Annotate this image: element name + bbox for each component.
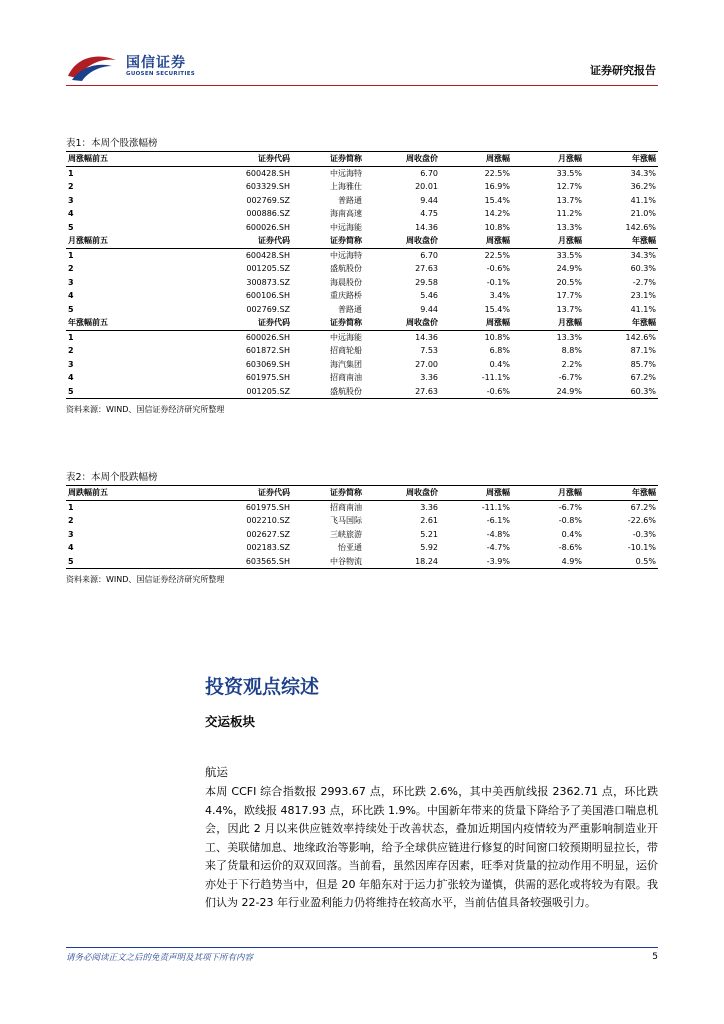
column-header: 年涨幅 xyxy=(584,152,658,167)
table-row xyxy=(66,221,658,235)
table-cell: -6.7% xyxy=(558,373,582,382)
table-cell: 23.1% xyxy=(630,291,656,300)
table-cell: 招商南油 xyxy=(330,502,362,512)
table-cell: 17.7% xyxy=(556,291,582,300)
table-cell: 中远海特 xyxy=(330,250,362,260)
table-cell: 8.8% xyxy=(561,346,582,355)
rank-cell: 5 xyxy=(68,304,74,314)
footer-disclaimer: 请务必阅读正文之后的免责声明及其项下所有内容 xyxy=(66,953,254,963)
table-cell: 5.46 xyxy=(420,291,438,300)
table-cell: 中远海特 xyxy=(330,168,362,178)
rank-cell: 1 xyxy=(68,250,74,260)
table-cell: 603329.SH xyxy=(245,182,290,191)
table-group-header xyxy=(66,316,658,330)
section-title: 投资观点综述 xyxy=(205,676,320,698)
column-header: 月涨幅 xyxy=(512,486,584,501)
table-group-header xyxy=(66,486,658,501)
rank-cell: 4 xyxy=(68,373,74,382)
table-cell: 603565.SH xyxy=(176,555,292,569)
rank-cell: 5 xyxy=(66,385,176,399)
table-cell: 6.70 xyxy=(420,250,438,260)
table-cell: 4.75 xyxy=(420,209,438,218)
table-row xyxy=(66,344,658,358)
table-cell: 飞马国际 xyxy=(330,516,362,525)
table-cell: 600428.SH xyxy=(245,250,290,260)
table-cell: 中远海能 xyxy=(330,222,362,232)
table-cell: 14.36 xyxy=(415,332,438,342)
table-cell: 600106.SH xyxy=(245,291,290,300)
table-cell: 36.2% xyxy=(630,182,656,191)
table-cell: 60.3% xyxy=(630,264,656,273)
table-cell: 海汽集团 xyxy=(330,359,362,369)
table-cell: 6.8% xyxy=(489,346,510,355)
table-cell: 34.3% xyxy=(630,168,656,178)
table-cell: 67.2% xyxy=(630,373,656,382)
subsection-title: 交运板块 xyxy=(205,714,256,729)
table-losers-block xyxy=(66,471,658,586)
table-cell: 13.7% xyxy=(556,304,582,314)
column-header: 证券代码 xyxy=(176,486,292,501)
column-header: 年涨幅 xyxy=(584,486,658,501)
table-cell: -11.1% xyxy=(481,373,510,382)
group-label: 周跌幅前五 xyxy=(66,486,176,501)
column-header: 证券简称 xyxy=(292,234,364,248)
column-header: 周涨幅 xyxy=(440,486,512,501)
table-cell: 2.61 xyxy=(420,516,438,525)
table-gainers-source: 资料来源：WIND、国信证券经济研究所整理 xyxy=(66,405,225,414)
table-cell: -0.8% xyxy=(558,516,582,525)
table-cell: -0.6% xyxy=(486,264,510,273)
table-cell: 29.58 xyxy=(415,277,438,287)
table-cell: -0.3% xyxy=(632,529,656,539)
column-header: 年涨幅 xyxy=(584,234,658,248)
column-header: 证券代码 xyxy=(176,316,292,330)
table-cell: 上海雅仕 xyxy=(330,182,362,191)
table-cell: 20.5% xyxy=(556,277,582,287)
table-row xyxy=(66,194,658,208)
body-paragraph: 本周 CCFI 综合指数报 2993.67 点，环比跌 2.6%，其中美西航线报 2362.71 点，环比跌 4.4%，欧线报 4817.93 点，环比跌 1.9%。中国新年带来的货量下降给予了美国港口喘息机会，因此 2 月以来供应链效率持续处于改善状态，叠加近期国内疫情较为严重影响制造业开工、美联储加息、地缘政治等影响，给予全球供应链进行修复的时间窗口较预期明显拉长，带来了货量和运价的双双回落。当前看，虽然因库存因素，旺季对货量的拉动作用不明显，运价亦处于下行趋势当中，但是 20 年船东对于运力扩张较为谨慎，供需的恶化或将较为有限。我们认为 22-23 年行业盈利能力仍将维持在较高水平，当前估值具备较强吸引力。 xyxy=(205,785,658,909)
table-cell: 14.36 xyxy=(415,222,438,232)
table-cell: 5.92 xyxy=(420,543,438,552)
table-cell: 22.5% xyxy=(484,250,510,260)
table-cell: 000886.SZ xyxy=(246,209,290,218)
table-row xyxy=(66,528,658,542)
paragraph-heading: 航运 xyxy=(205,765,228,779)
table-cell: 13.3% xyxy=(556,332,582,342)
table-cell: -3.9% xyxy=(440,555,512,569)
table-cell: 重庆路桥 xyxy=(330,291,362,300)
column-header: 证券简称 xyxy=(292,152,364,167)
table-cell: 601975.SH xyxy=(245,373,290,382)
rank-cell: 2 xyxy=(68,182,74,191)
table-cell: 87.1% xyxy=(630,346,656,355)
table-losers-title: 表2：本周个股跌幅榜 xyxy=(66,472,158,483)
table-row xyxy=(66,166,658,180)
table-cell: -6.7% xyxy=(558,502,582,512)
table-cell: 001205.SZ xyxy=(246,264,290,273)
rank-cell: 3 xyxy=(68,359,74,369)
table-cell: -22.6% xyxy=(627,516,656,525)
table-cell: 10.8% xyxy=(484,332,510,342)
table-row xyxy=(66,541,658,555)
rank-cell: 2 xyxy=(68,346,74,355)
table-cell: 600026.SH xyxy=(245,332,290,342)
table-cell: 002769.SZ xyxy=(246,195,290,205)
table-cell: -10.1% xyxy=(627,543,656,552)
table-cell: 16.9% xyxy=(484,182,510,191)
column-header: 周收盘价 xyxy=(364,152,440,167)
column-header: 周涨幅 xyxy=(440,152,512,167)
rank-cell: 3 xyxy=(68,195,74,205)
table-gainers xyxy=(66,151,658,399)
table-cell: 普路通 xyxy=(338,304,362,314)
rank-cell: 5 xyxy=(68,222,74,232)
column-header: 证券代码 xyxy=(176,234,292,248)
column-header: 证券简称 xyxy=(292,316,364,330)
table-cell: 60.3% xyxy=(584,385,658,399)
table-losers-source: 资料来源：WIND、国信证券经济研究所整理 xyxy=(66,575,225,584)
group-label: 月涨幅前五 xyxy=(66,234,176,248)
table-cell: 普路通 xyxy=(338,195,362,205)
table-cell: 4.9% xyxy=(512,555,584,569)
table-row xyxy=(66,514,658,528)
table-cell: 41.1% xyxy=(630,195,656,205)
column-header: 年涨幅 xyxy=(584,316,658,330)
page-header xyxy=(66,48,658,84)
column-header: 周收盘价 xyxy=(364,486,440,501)
table-row xyxy=(66,385,658,399)
page-number: 5 xyxy=(652,952,658,962)
table-cell: -8.6% xyxy=(558,543,582,552)
table-cell: 34.3% xyxy=(630,250,656,260)
table-row xyxy=(66,207,658,221)
rank-cell: 3 xyxy=(68,277,74,287)
table-cell: 招商南油 xyxy=(330,373,362,382)
logo-text-cn: 国信证券 xyxy=(126,55,186,71)
table-cell: 三峡旅游 xyxy=(330,529,362,539)
group-label: 周涨幅前五 xyxy=(66,152,176,167)
rank-cell: 5 xyxy=(66,555,176,569)
table-cell: 600428.SH xyxy=(245,168,290,178)
table-cell: 3.36 xyxy=(420,502,438,512)
rank-cell: 4 xyxy=(68,209,74,218)
table-cell: 41.1% xyxy=(630,304,656,314)
table-cell: 002210.SZ xyxy=(246,516,290,525)
table-cell: 海晨股份 xyxy=(330,277,362,287)
table-cell: 盛航股份 xyxy=(330,264,362,273)
table-cell: 3.4% xyxy=(489,291,510,300)
table-cell: 0.4% xyxy=(561,529,582,539)
column-header: 月涨幅 xyxy=(512,152,584,167)
table-cell: 15.4% xyxy=(484,195,510,205)
table-cell: 27.00 xyxy=(415,359,438,369)
table-row xyxy=(66,555,658,569)
column-header: 月涨幅 xyxy=(512,234,584,248)
footer-divider xyxy=(66,947,658,948)
rank-cell: 3 xyxy=(68,529,74,539)
table-cell: 0.5% xyxy=(584,555,658,569)
table-cell: 13.7% xyxy=(556,195,582,205)
table-cell: 142.6% xyxy=(625,222,656,232)
table-cell: 300873.SZ xyxy=(246,277,290,287)
group-label: 年涨幅前五 xyxy=(66,316,176,330)
table-cell: 中远海能 xyxy=(330,332,362,342)
rank-cell: 4 xyxy=(68,291,74,300)
rank-cell: 4 xyxy=(68,543,74,552)
table-cell: 海南高速 xyxy=(330,209,362,218)
table-group-header xyxy=(66,152,658,167)
table-row xyxy=(66,289,658,303)
table-cell: 2.2% xyxy=(561,359,582,369)
table-gainers-body xyxy=(66,152,658,399)
table-gainers-block xyxy=(66,137,658,416)
table-cell: 002627.SZ xyxy=(246,529,290,539)
rank-cell: 1 xyxy=(68,502,74,512)
table-cell: 142.6% xyxy=(625,332,656,342)
table-row xyxy=(66,262,658,276)
rank-cell: 1 xyxy=(68,332,74,342)
table-cell: 9.44 xyxy=(420,195,438,205)
table-cell: 601975.SH xyxy=(245,502,290,512)
table-cell: 中谷物流 xyxy=(292,555,364,569)
guosen-logo xyxy=(66,48,226,84)
table-cell: 7.53 xyxy=(420,346,438,355)
column-header: 证券简称 xyxy=(292,486,364,501)
table-cell: 21.0% xyxy=(630,209,656,218)
table-cell: 22.5% xyxy=(484,168,510,178)
table-cell: 12.7% xyxy=(556,182,582,191)
table-cell: -0.1% xyxy=(486,277,510,287)
guosen-logo-icon xyxy=(66,50,118,82)
column-header: 周涨幅 xyxy=(440,316,512,330)
table-cell: 10.8% xyxy=(484,222,510,232)
table-cell: -6.1% xyxy=(486,516,510,525)
table-cell: 002769.SZ xyxy=(246,304,290,314)
column-header: 周涨幅 xyxy=(440,234,512,248)
column-header: 周收盘价 xyxy=(364,316,440,330)
table-cell: 24.9% xyxy=(556,264,582,273)
table-row xyxy=(66,248,658,262)
table-cell: 20.01 xyxy=(415,182,438,191)
table-cell: 24.9% xyxy=(512,385,584,399)
table-cell: 9.44 xyxy=(420,304,438,314)
table-cell: 招商轮船 xyxy=(330,346,362,355)
table-cell: 6.70 xyxy=(420,168,438,178)
table-cell: -0.6% xyxy=(440,385,512,399)
table-cell: 盛航股份 xyxy=(292,385,364,399)
table-cell: 27.63 xyxy=(364,385,440,399)
report-type-label: 证券研究报告 xyxy=(590,64,656,77)
table-cell: 14.2% xyxy=(484,209,510,218)
table-cell: -11.1% xyxy=(481,502,510,512)
table-cell: 27.63 xyxy=(415,264,438,273)
rank-cell: 2 xyxy=(68,516,74,525)
column-header: 证券代码 xyxy=(176,152,292,167)
table-cell: 603069.SH xyxy=(245,359,290,369)
table-cell: 67.2% xyxy=(630,502,656,512)
table-cell: 15.4% xyxy=(484,304,510,314)
table-row xyxy=(66,303,658,317)
table-row xyxy=(66,500,658,514)
table-row xyxy=(66,358,658,372)
rank-cell: 2 xyxy=(68,264,74,273)
table-cell: 13.3% xyxy=(556,222,582,232)
table-cell: 33.5% xyxy=(556,250,582,260)
table-row xyxy=(66,276,658,290)
table-losers xyxy=(66,485,658,569)
table-cell: 5.21 xyxy=(420,529,438,539)
table-cell: 33.5% xyxy=(556,168,582,178)
table-cell: 600026.SH xyxy=(245,222,290,232)
table-cell: 85.7% xyxy=(630,359,656,369)
logo-text-en: GUOSEN SECURITIES xyxy=(126,71,196,77)
table-group-header xyxy=(66,234,658,248)
table-row xyxy=(66,180,658,194)
column-header: 周收盘价 xyxy=(364,234,440,248)
rank-cell: 1 xyxy=(68,168,74,178)
table-gainers-title: 表1：本周个股涨幅榜 xyxy=(66,138,158,149)
header-divider xyxy=(66,85,658,86)
table-cell: -2.7% xyxy=(632,277,656,287)
table-cell: -4.8% xyxy=(486,529,510,539)
table-cell: 3.36 xyxy=(420,373,438,382)
table-cell: 18.24 xyxy=(364,555,440,569)
table-cell: 001205.SZ xyxy=(176,385,292,399)
table-cell: 002183.SZ xyxy=(246,543,290,552)
table-row xyxy=(66,371,658,385)
table-losers-body xyxy=(66,486,658,569)
table-cell: -4.7% xyxy=(486,543,510,552)
table-row xyxy=(66,330,658,344)
table-cell: 601872.SH xyxy=(245,346,290,355)
table-cell: 11.2% xyxy=(556,209,582,218)
table-cell: 怡亚通 xyxy=(338,543,362,552)
column-header: 月涨幅 xyxy=(512,316,584,330)
table-cell: 0.4% xyxy=(489,359,510,369)
